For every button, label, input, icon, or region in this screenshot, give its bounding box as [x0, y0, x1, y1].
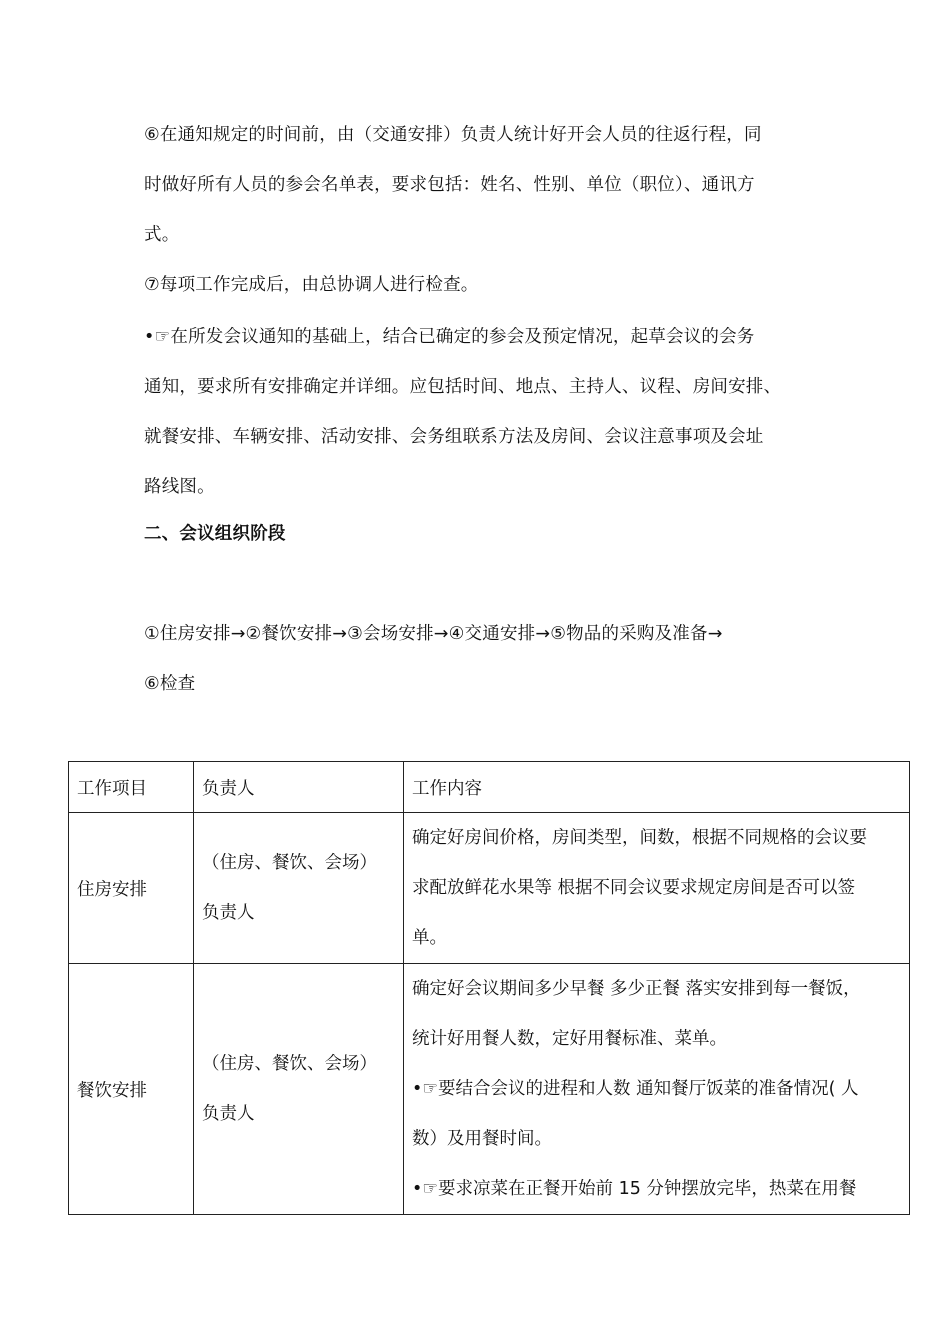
paragraph-inspection [144, 260, 814, 310]
text-line: •☞在所发会议通知的基础上，结合已确定的参会及预定情况，起草会议的会务 [144, 327, 755, 347]
table-header-row [69, 762, 910, 813]
content-line: 单。 [412, 928, 447, 948]
text-line: ⑦每项工作完成后，由总协调人进行检查。 [144, 275, 479, 295]
section-heading [144, 509, 814, 559]
content-line: •☞要结合会议的进程和人数 通知餐厅饭菜的准备情况( 人 [412, 1079, 859, 1099]
text-line: ⑥在通知规定的时间前，由（交通安排）负责人统计好开会人员的往返行程，同 [144, 125, 762, 145]
owner-line: 负责人 [202, 1104, 255, 1124]
cell-item: 住房安排 [69, 813, 194, 964]
text-line: ⑥检查 [144, 674, 196, 694]
content-line: •☞要求凉菜在正餐开始前 15 分钟摆放完毕，热菜在用餐 [412, 1179, 857, 1199]
cell-owner [194, 964, 404, 1215]
text-line: 就餐安排、车辆安排、活动安排、会务组联系方法及房间、会议注意事项及会址 [144, 427, 764, 447]
owner-line: （住房、餐饮、会场） [202, 1054, 377, 1074]
owner-line: 负责人 [202, 903, 255, 923]
content-line: 数）及用餐时间。 [412, 1129, 552, 1149]
cell-content [404, 813, 910, 964]
cell-owner [194, 813, 404, 964]
table-row [69, 813, 910, 964]
workflow-steps [144, 609, 814, 709]
header-cell-item: 工作项目 [69, 762, 194, 813]
text-line: 通知，要求所有安排确定并详细。应包括时间、地点、主持人、议程、房间安排、 [144, 377, 782, 397]
paragraph-meeting-notice [144, 312, 814, 512]
content-line: 确定好房间价格，房间类型，间数，根据不同规格的会议要 [412, 828, 867, 848]
cell-item: 餐饮安排 [69, 964, 194, 1215]
content-line: 求配放鲜花水果等 根据不同会议要求规定房间是否可以签 [412, 878, 856, 898]
text-line: 式。 [144, 225, 180, 245]
task-table [68, 761, 910, 1215]
heading-text: 二、会议组织阶段 [144, 524, 286, 544]
text-line: 路线图。 [144, 477, 215, 497]
owner-line: （住房、餐饮、会场） [202, 853, 377, 873]
table-row [69, 964, 910, 1215]
content-line: 确定好会议期间多少早餐 多少正餐 落实安排到每一餐饭， [412, 979, 861, 999]
cell-content [404, 964, 910, 1215]
content-line: 统计好用餐人数，定好用餐标准、菜单。 [412, 1029, 727, 1049]
text-line: ①住房安排→②餐饮安排→③会场安排→④交通安排→⑤物品的采购及准备→ [144, 624, 723, 644]
paragraph-attendee-list [144, 110, 814, 260]
header-cell-content: 工作内容 [404, 762, 910, 813]
text-line: 时做好所有人员的参会名单表，要求包括：姓名、性别、单位（职位）、通讯方 [144, 175, 755, 195]
header-cell-owner: 负责人 [194, 762, 404, 813]
